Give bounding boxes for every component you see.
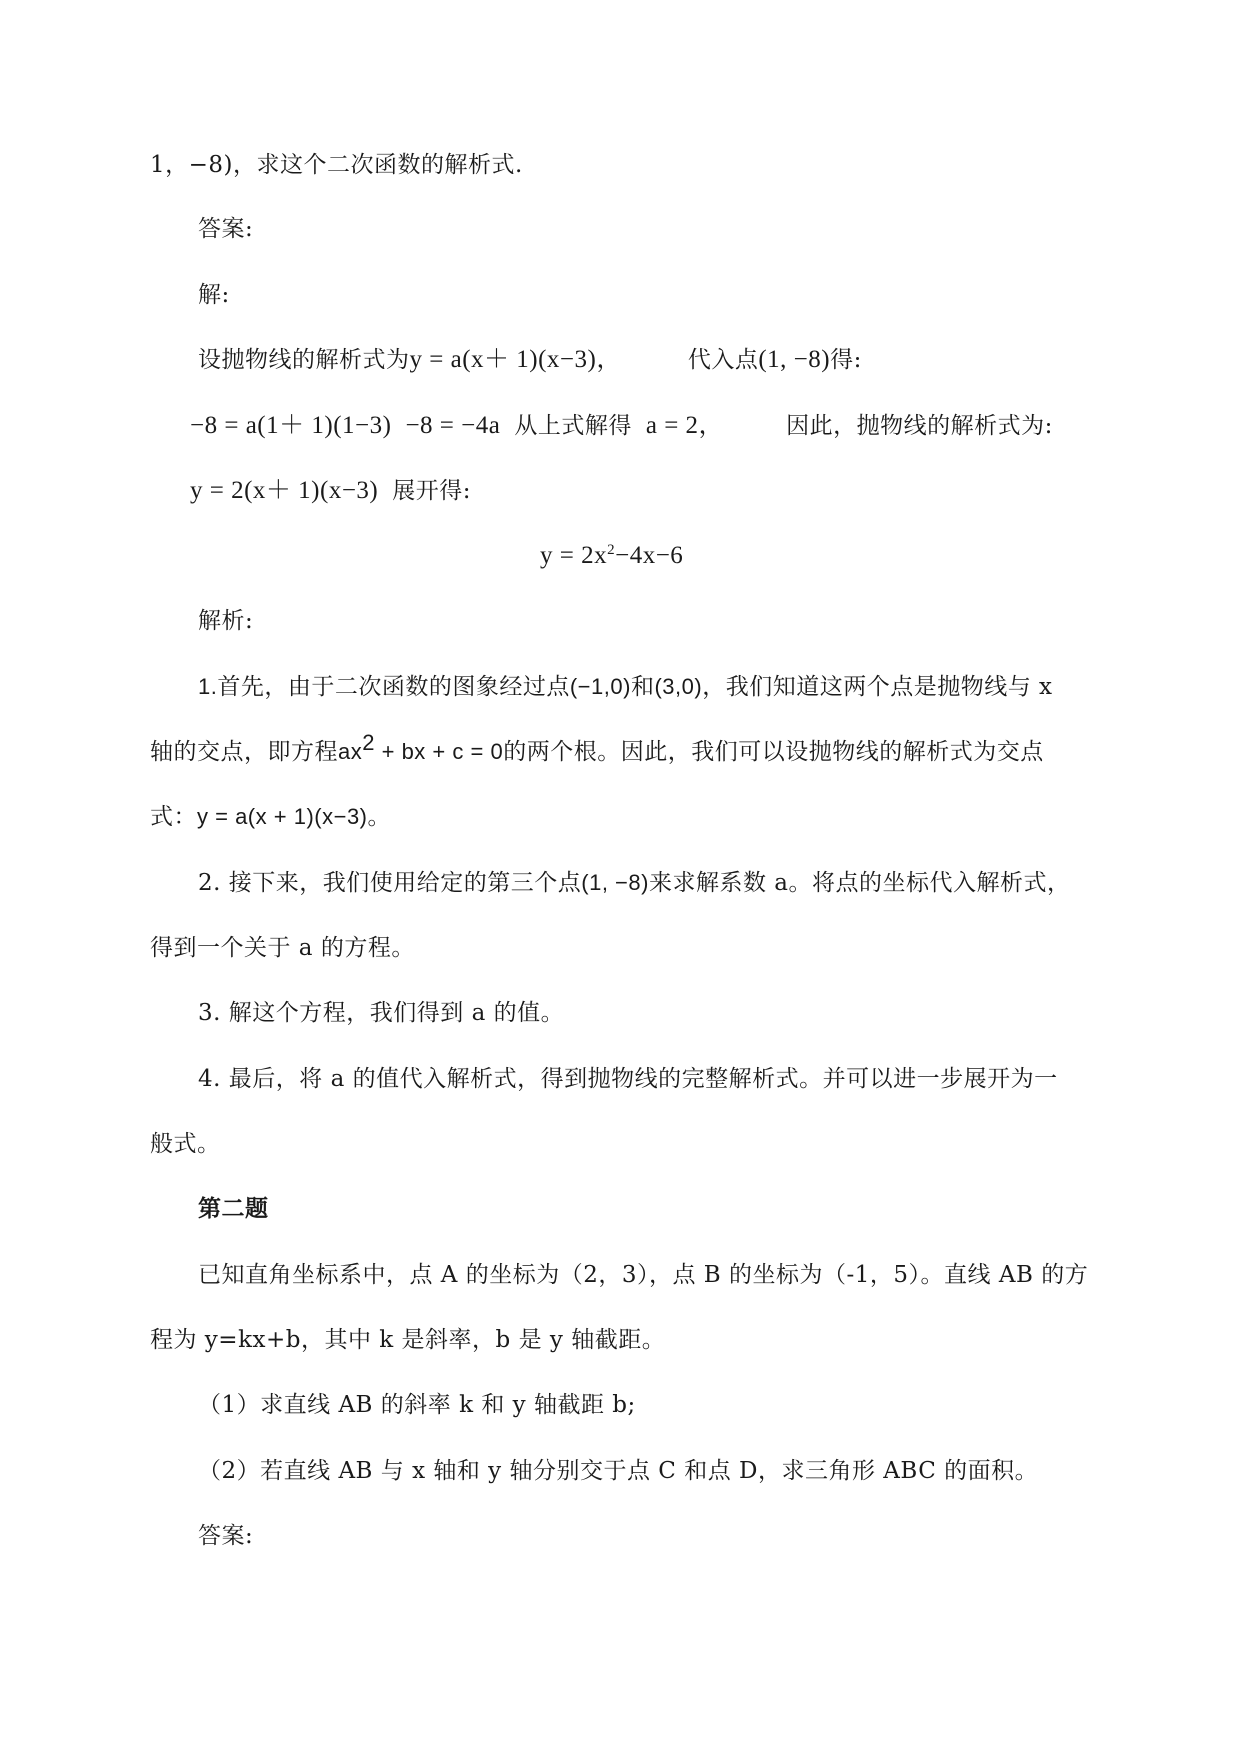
text-line	[198, 672, 1053, 702]
text: 式：	[150, 804, 197, 830]
exponent: 2	[607, 542, 616, 558]
answer-label	[198, 1521, 253, 1551]
text: 4. 最后，将 a 的值代入解析式，得到抛物线的完整解析式。并可以进一步展开为一	[198, 1066, 1058, 1092]
formula: y = 2(x＋ 1)(x−3)	[190, 477, 379, 504]
text: 轴的交点，即方程	[150, 739, 338, 765]
text: 代入点	[687, 347, 759, 373]
text-line	[198, 1260, 1088, 1290]
text-line	[198, 998, 564, 1028]
text: （2）若直线 AB 与 x 轴和 y 轴分别交于点 C 和点 D，求三角形 ABC 的面积。	[198, 1458, 1039, 1484]
answer-label	[198, 214, 253, 244]
text-line	[150, 150, 523, 180]
text-line	[198, 1064, 1058, 1094]
text: ，我们知道这两个点是抛物线与 x	[702, 674, 1053, 700]
text: 1.	[198, 674, 218, 699]
formula: (−1,0)	[569, 674, 631, 699]
text-line	[150, 802, 391, 832]
formula: a = 2，	[645, 412, 725, 439]
text: 解析:	[198, 608, 254, 634]
formula: y = a(x + 1)(x−3)	[197, 804, 368, 829]
text: 得到一个关于 a 的方程。	[150, 935, 415, 961]
formula: (1, −8)	[758, 346, 831, 373]
formula: + bx + c = 0	[375, 739, 504, 764]
text-line	[150, 730, 1044, 767]
formula: (1, −8)	[581, 870, 649, 895]
formula: y = a(x＋ 1)(x−3)，	[409, 346, 622, 373]
text-line	[150, 933, 415, 963]
text: 答案:	[198, 216, 254, 242]
text-line	[150, 1325, 665, 1355]
expanded-formula	[540, 541, 683, 571]
text: 2. 接下来，我们使用给定的第三个点	[198, 870, 582, 896]
text: 和	[630, 674, 655, 700]
section-heading	[198, 1194, 269, 1224]
question-part-1	[198, 1390, 636, 1420]
text: 解:	[198, 282, 230, 308]
analysis-label	[198, 606, 253, 636]
text: 的两个根。因此，我们可以设抛物线的解析式为交点	[503, 739, 1044, 765]
text: 3. 解这个方程，我们得到 a 的值。	[198, 1000, 565, 1026]
exponent: 2	[362, 730, 375, 755]
text: 答案:	[198, 1523, 254, 1549]
text-line	[190, 411, 1053, 441]
text: 1，−8)，求这个二次函数的解析式.	[150, 152, 523, 178]
text: 设抛物线的解析式为	[198, 347, 410, 373]
formula: −8 = −4a	[405, 412, 501, 439]
text: 从上式解得	[514, 413, 632, 439]
text: 展开得:	[392, 478, 471, 504]
text: 首先，由于二次函数的图象经过点	[217, 674, 570, 700]
text: 因此，抛物线的解析式为:	[786, 413, 1053, 439]
text-line	[190, 476, 471, 506]
text: 来求解系数 a。将点的坐标代入解析式，	[648, 870, 1071, 896]
text-line	[198, 868, 1071, 898]
text: 般式。	[150, 1131, 221, 1157]
text: 已知直角坐标系中，点 A 的坐标为（2，3），点 B 的坐标为（-1，5）。直线 AB 的方	[198, 1262, 1089, 1288]
text-line	[150, 1129, 221, 1159]
text: 得:	[830, 347, 862, 373]
formula: −8 = a(1＋ 1)(1−3)	[190, 412, 392, 439]
text-line	[198, 345, 862, 375]
formula: −4x−6	[615, 542, 684, 569]
text: （1）求直线 AB 的斜率 k 和 y 轴截距 b;	[198, 1392, 636, 1418]
question-part-2	[198, 1456, 1038, 1486]
text: 程为 y=kx+b，其中 k 是斜率，b 是 y 轴截距。	[150, 1327, 666, 1353]
formula: y = 2x	[540, 542, 608, 569]
text: 。	[367, 804, 392, 830]
solution-label	[198, 280, 230, 310]
text: 第二题	[198, 1195, 269, 1222]
formula: ax	[338, 739, 363, 764]
formula: (3,0)	[654, 674, 703, 699]
